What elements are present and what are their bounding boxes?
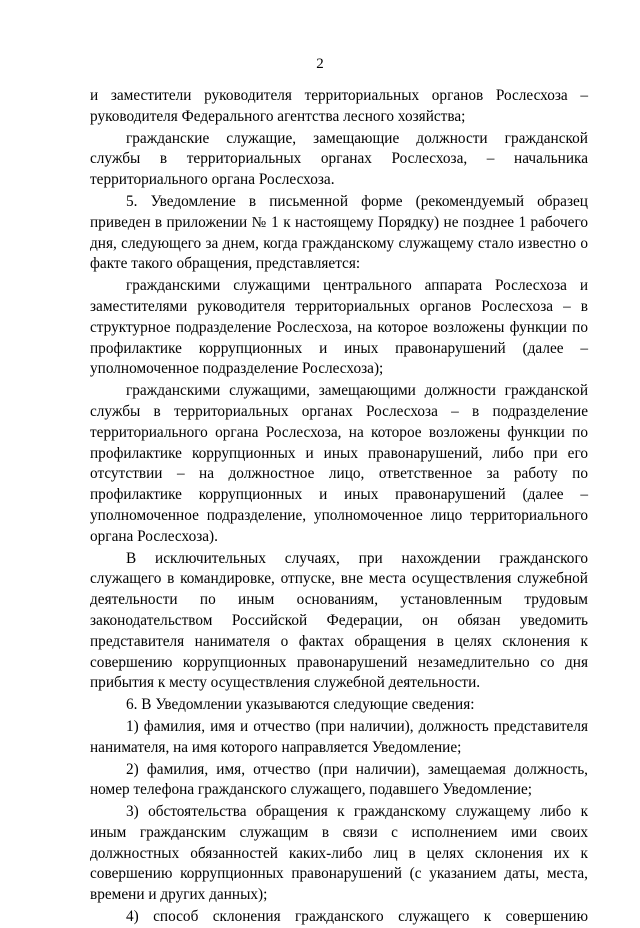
- list-item-2: 2) фамилия, имя, отчество (при наличии), замещаемая должность, номер телефона гражданского служащего, подавшего Уведомление;: [90, 760, 588, 799]
- page-number: 2: [316, 56, 324, 72]
- paragraph-territorial-officers: гражданские служащие, замещающие должности гражданской службы в территориальных органах Рослесхоза, – начальника территориального органа Рослесхоза.: [90, 129, 588, 189]
- paragraph-item-6: 6. В Уведомлении указываются следующие сведения:: [126, 696, 475, 714]
- paragraph-central-apparatus: гражданскими служащими центрального аппарата Рослесхоза и заместителями руководителя территориальных органов Рослесхоза – в структурное подразделение Рослесхоза, на которое возложены функции по профилактике коррупционных и иных правонарушений (далее – уполномоченное подразделение Рослесхоза);: [90, 277, 588, 378]
- list-item-1: 1) фамилия, имя и отчество (при наличии), должность представителя нанимателя, на имя которого направляется Уведомление;: [90, 717, 588, 756]
- paragraph-exceptional-cases: В исключительных случаях, при нахождении гражданского служащего в командировке, отпуске, вне места осуществления служебной деятельности по иным основаниям, установленным трудовым законодательством Российской Федерации, он обязан уведомить представителя нанимателя о фактах обращения в целях склонения к совершению коррупционных правонарушений незамедлительно со дня прибытия к месту осуществления служебной деятельности.: [90, 549, 588, 692]
- paragraph-item-5: 5. Уведомление в письменной форме (рекомендуемый образец приведен в приложении № 1 к настоящему Порядку) не позднее 1 рабочего дня, следующего за днем, когда гражданскому служащему стало известно о факте такого обращения, представляется:: [90, 192, 588, 273]
- list-item-3: 3) обстоятельства обращения к гражданскому служащему либо к иным гражданским служащим в связи с исполнением ими своих должностных обязанностей каких-либо лиц в целях склонения их к совершению коррупционных правонарушений (с указанием даты, места, времени и других данных);: [90, 803, 588, 904]
- paragraph-territorial-bodies: гражданскими служащими, замещающими должности гражданской службы в территориальных органах Рослесхоза – в подразделение территориального органа Рослесхоза, на которое возложены функции по профилактике коррупционных и иных правонарушений, либо при его отсутствии – на должностное лицо, ответственное за работу по профилактике коррупционных и иных правонарушений (далее – уполномоченное подразделение, уполномоченное лицо территориального органа Рослесхоза).: [90, 382, 588, 545]
- list-item-4: 4) способ склонения гражданского служащего к совершению: [126, 908, 588, 926]
- paragraph-continuation: и заместители руководителя территориальных органов Рослесхоза – руководителя Федерального агентства лесного хозяйства;: [90, 87, 588, 125]
- document-body: [90, 86, 588, 928]
